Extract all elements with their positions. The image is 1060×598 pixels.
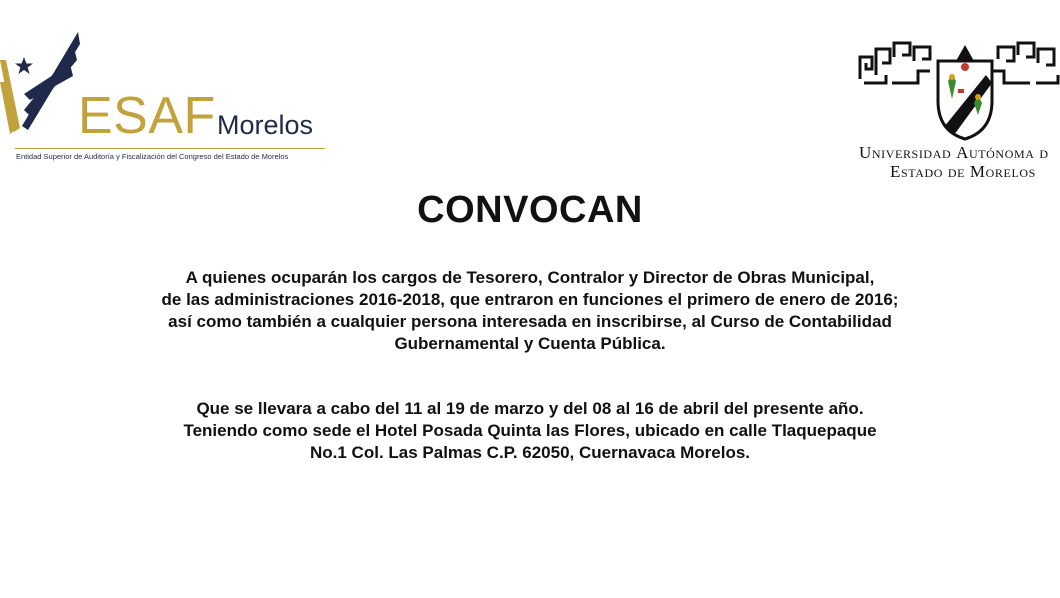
paragraph-line: No.1 Col. Las Palmas C.P. 62050, Cuernavaca Morelos. (310, 443, 750, 462)
paragraph-line: así como también a cualquier persona interesada en inscribirse, al Curso de Contabilidad (168, 312, 892, 331)
paragraph-line: Teniendo como sede el Hotel Posada Quinta las Flores, ubicado en calle Tlaquepaque (183, 421, 877, 440)
uaem-logo (852, 30, 1060, 180)
announcement-paragraph-2 (60, 398, 1000, 464)
paragraph-line: Que se llevara a cabo del 11 al 19 de marzo y del 08 al 16 de abril del presente año. (196, 399, 864, 418)
esaf-name: ESAF (78, 87, 216, 145)
esaf-tagline: Entidad Superior de Auditoría y Fiscalización del Congreso del Estado de Morelos (16, 152, 289, 161)
esaf-divider (15, 148, 325, 149)
uaem-name-line2: Estado de Morelos (890, 162, 1036, 180)
page-title: CONVOCAN (417, 189, 643, 231)
announcement-paragraph-1 (60, 267, 1000, 355)
uaem-name-line1: Universidad Autónoma d (859, 143, 1049, 162)
paragraph-line: Gubernamental y Cuenta Pública. (394, 334, 666, 353)
uaem-shield-icon (858, 35, 1060, 143)
paragraph-line: de las administraciones 2016-2018, que entraron en funciones el primero de enero de 2016; (161, 290, 899, 309)
esaf-state: Morelos (217, 110, 314, 140)
esaf-logo (0, 30, 330, 170)
paragraph-line: A quienes ocuparán los cargos de Tesorero, Contralor y Director de Obras Municipal, (185, 268, 875, 287)
esaf-wings-icon (0, 30, 82, 140)
